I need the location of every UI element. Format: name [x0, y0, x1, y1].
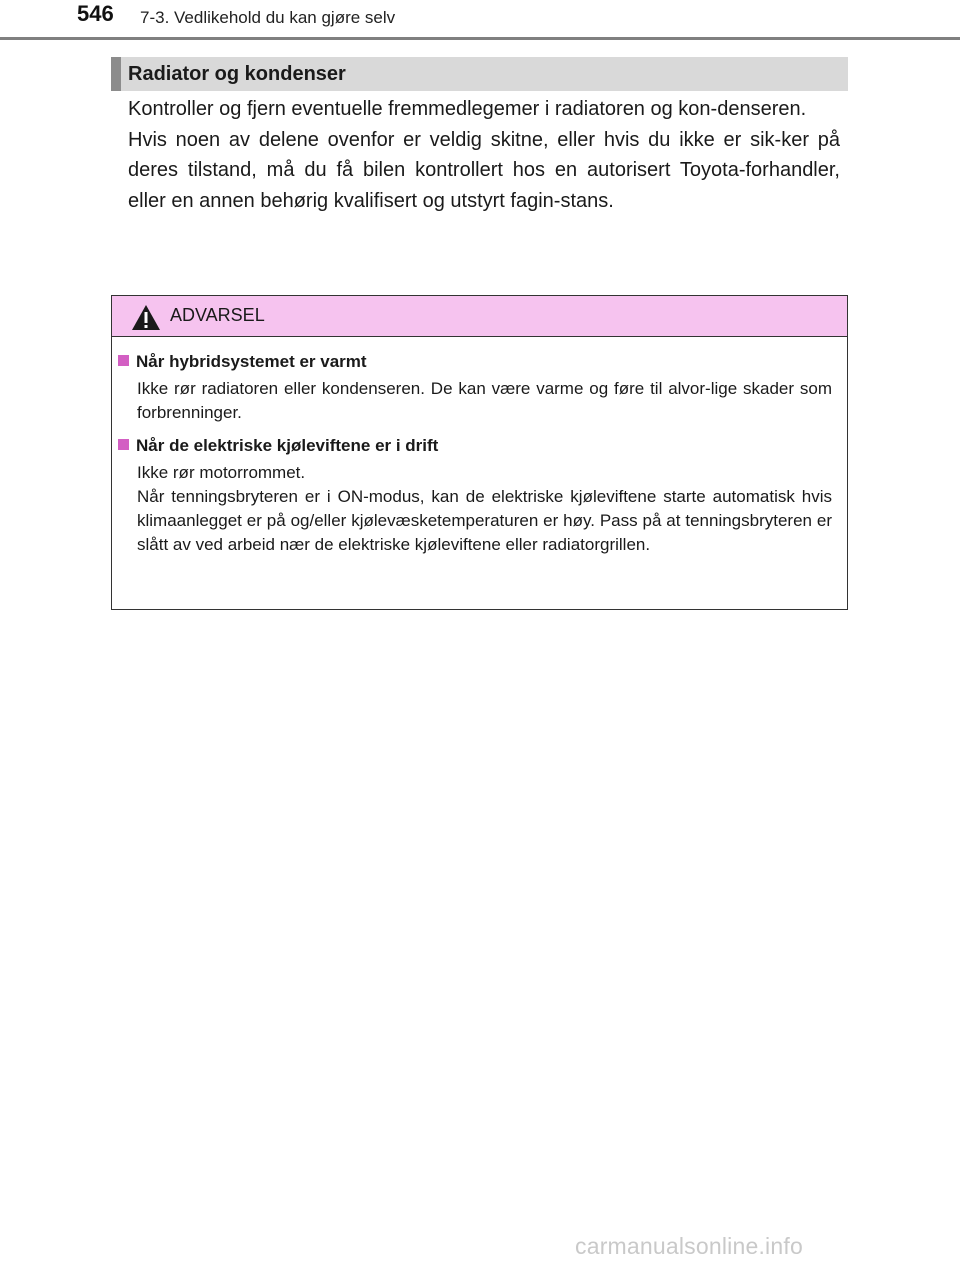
- warning-item-line: Ikke rør radiatoren eller kondenseren. De kan være varme og føre til alvor-lige skader som forbrenninger.: [137, 379, 832, 422]
- warning-header: [112, 296, 847, 337]
- warning-item-line: Når tenningsbryteren er i ON-modus, kan de elektriske kjøleviftene starte automatisk hvis klimaanlegget er på og/eller kjølevæsketemperaturen er høy. Pass på at tenningsbryteren er slått av ved arbeid nær de elektriske kjøleviftene eller radiatorgrillen.: [137, 487, 832, 554]
- chapter-title: 7-3. Vedlikehold du kan gjøre selv: [140, 8, 396, 27]
- body-paragraph-1: Kontroller og fjern eventuelle fremmedlegemer i radiatoren og kon-denseren.: [128, 98, 807, 120]
- bullet-square-icon: [118, 355, 129, 366]
- watermark: carmanualsonline.info: [575, 1233, 803, 1259]
- section-heading: [111, 57, 848, 91]
- body-paragraph-2: Hvis noen av delene ovenfor er veldig skitne, eller hvis du ikke er sik-ker på deres tilstand, må du få bilen kontrollert hos en autorisert Toyota-forhandler, eller en annen behørig kvalifisert og utstyrt fagin-stans.: [128, 128, 840, 212]
- warning-item-heading-label: Når de elektriske kjøleviftene er i drift: [136, 436, 439, 455]
- warning-item-heading: [118, 436, 438, 456]
- warning-item-heading: [118, 352, 367, 372]
- section-heading-label: Radiator og kondenser: [128, 63, 346, 85]
- warning-item-heading-label: Når hybridsystemet er varmt: [136, 352, 367, 371]
- page-number: 546: [77, 1, 114, 26]
- warning-triangle-icon: [131, 304, 161, 331]
- header-rule: [0, 37, 960, 40]
- warning-item-text: [137, 377, 832, 425]
- bullet-square-icon: [118, 439, 129, 450]
- warning-item-text: [137, 461, 832, 557]
- section-body: [128, 94, 840, 216]
- warning-item-line: Ikke rør motorrommet.: [137, 463, 306, 482]
- warning-title: ADVARSEL: [170, 305, 265, 325]
- warning-box: [111, 295, 848, 610]
